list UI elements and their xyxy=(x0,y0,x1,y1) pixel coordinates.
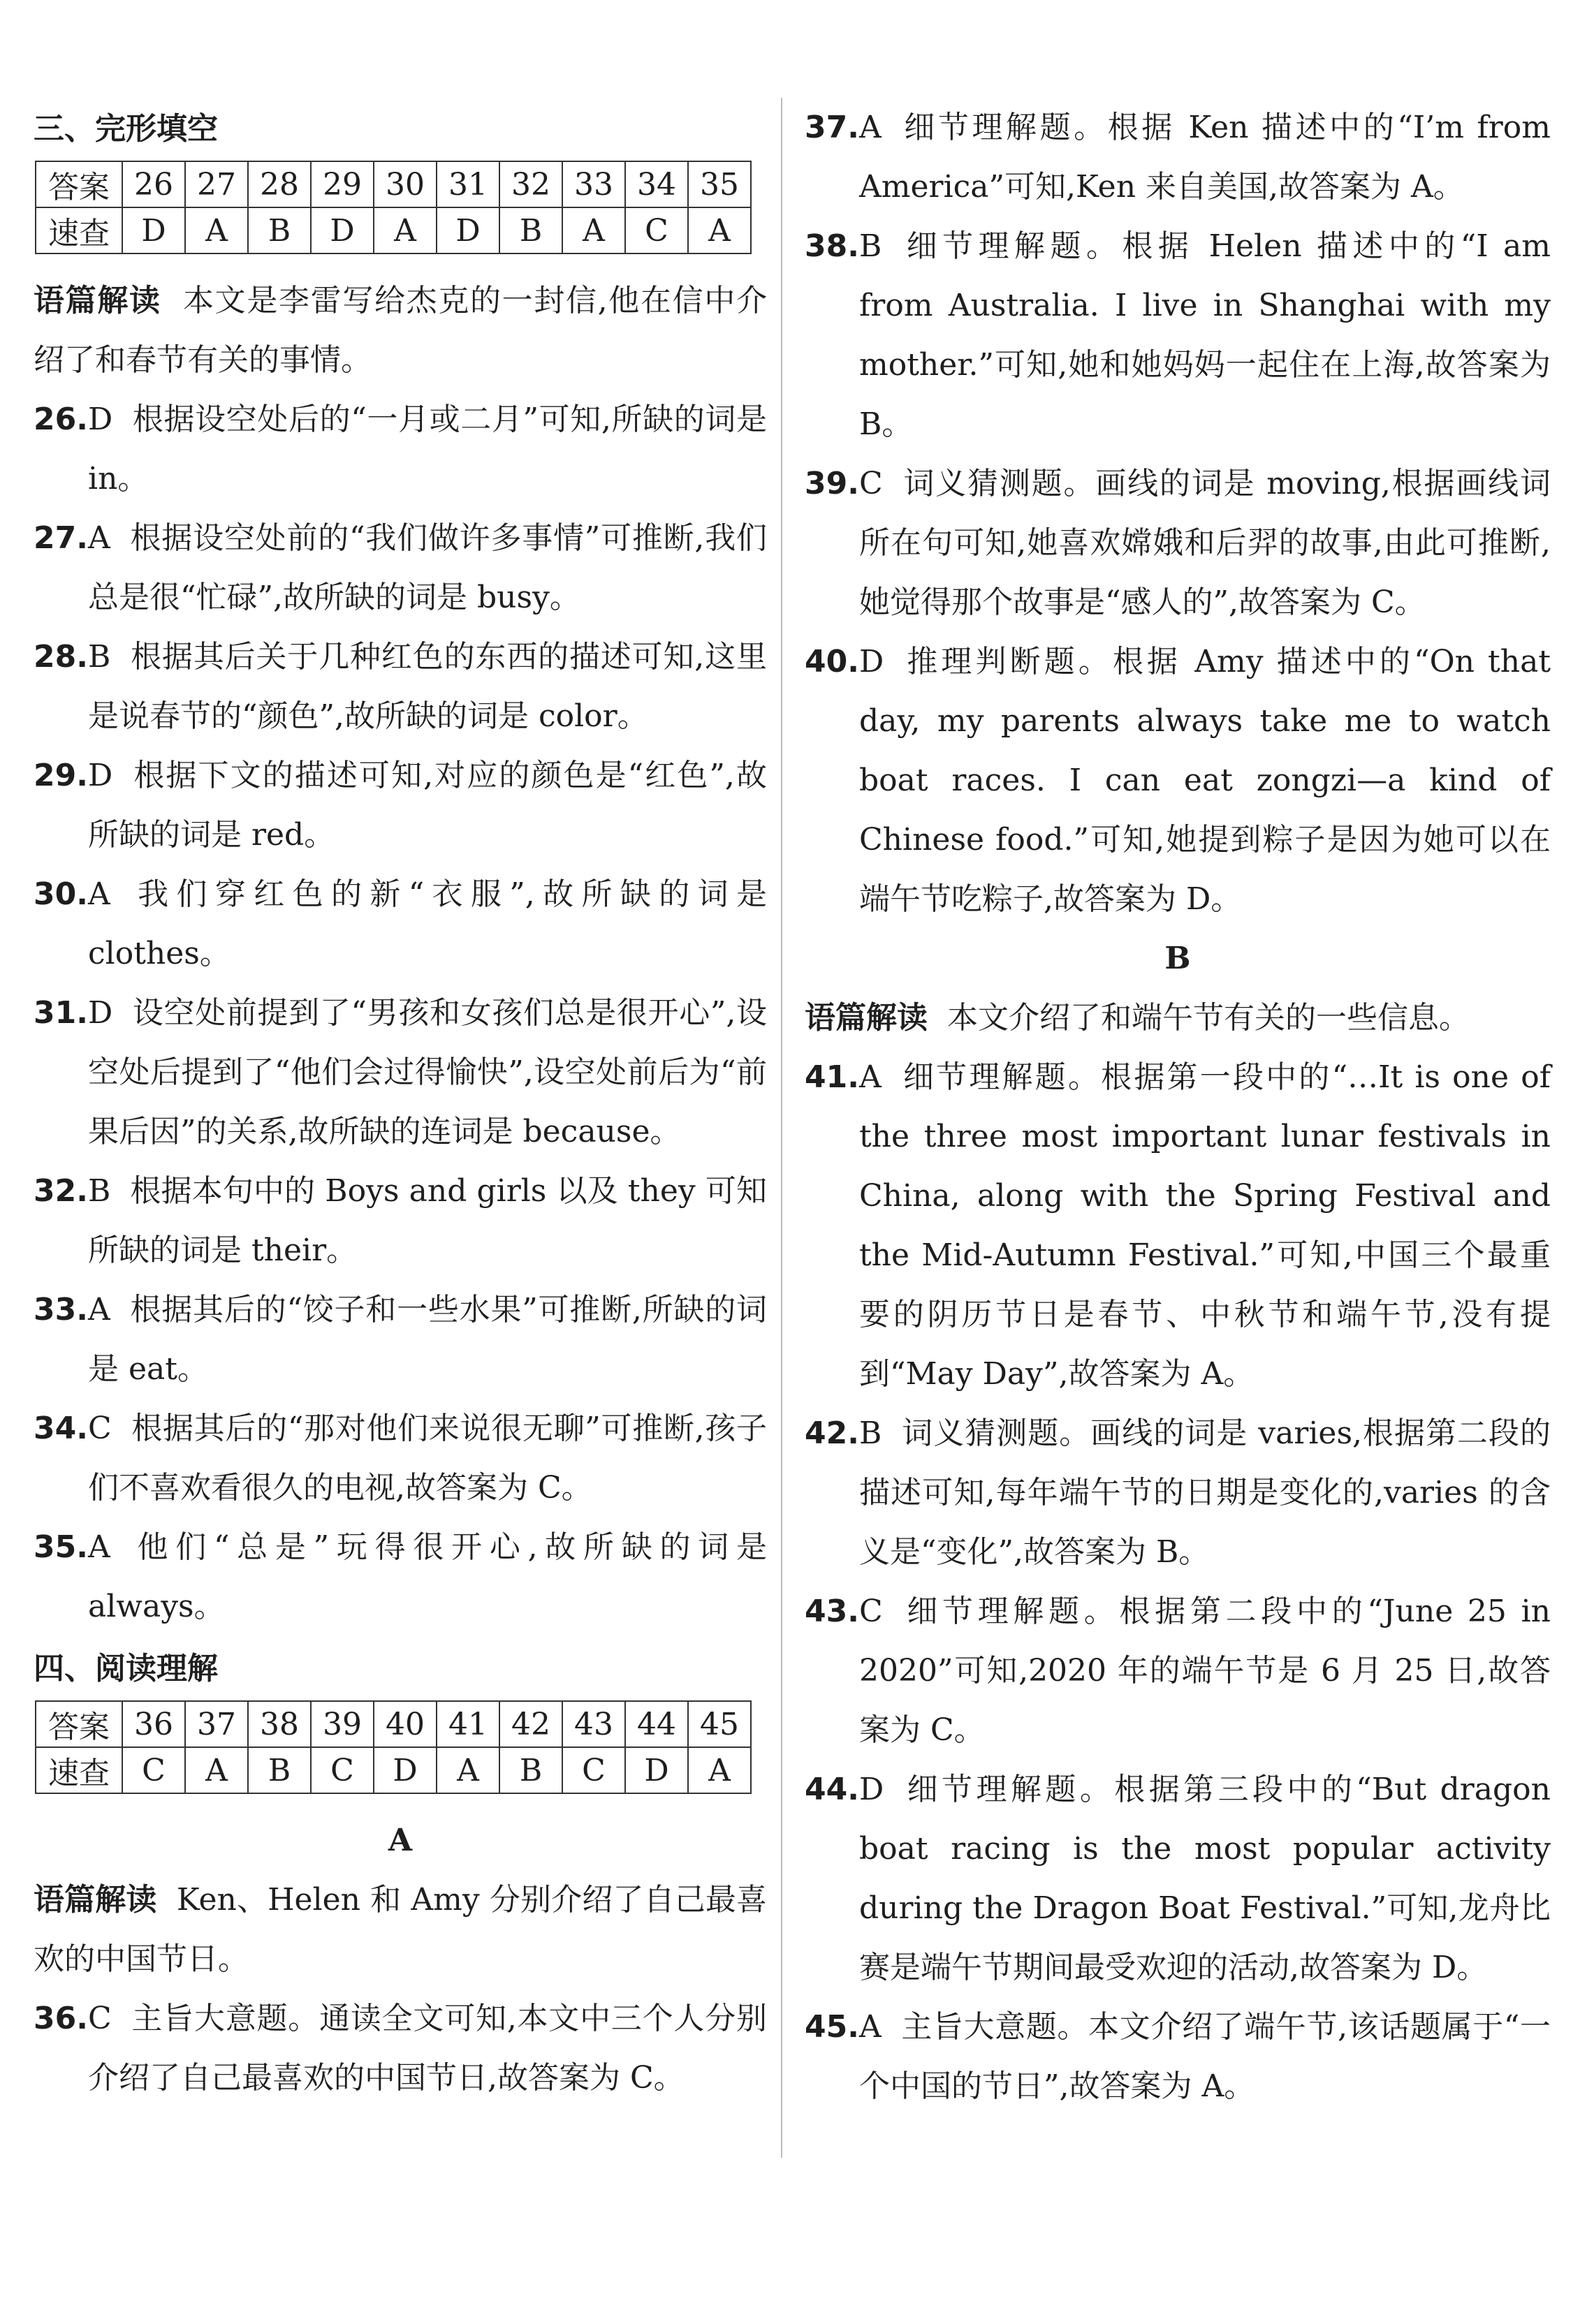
explanation-item: 27.A 根据设空处前的“我们做许多事情”可推断,我们总是很“忙碌”,故所缺的词是 busy。 xyxy=(34,520,767,615)
answer-cell: A xyxy=(688,1747,751,1793)
explanation-text: 根据本句中的 Boys and girls 以及 they 可知所缺的词是 their。 xyxy=(88,1173,767,1268)
answer-letter: B xyxy=(87,1173,111,1209)
explanation-text: 根据下文的描述可知,对应的颜色是“红色”,故所缺的词是 red。 xyxy=(88,758,767,853)
reading-label: 语篇解读 xyxy=(34,1882,157,1918)
explanation-text: 细节理解题。根据第二段中的“June 25 in 2020”可知,2020 年的端午节是 6 月 25 日,故答案为 C。 xyxy=(859,1594,1551,1748)
explanation-text: 我们穿红色的新“衣服”,故所缺的词是 clothes。 xyxy=(88,876,767,971)
answer-letter: C xyxy=(87,1411,112,1446)
explanation-item: 33.A 根据其后的“饺子和一些水果”可推断,所缺的词是 eat。 xyxy=(34,1292,767,1387)
explanation-text: 根据其后关于几种红色的东西的描述可知,这里是说春节的“颜色”,故所缺的词是 color。 xyxy=(88,639,767,734)
answer-cell: D xyxy=(311,207,374,253)
question-number-cell: 31 xyxy=(437,161,499,207)
reading-text: 本文是李雷写给杰克的一封信,他在信中介绍了和春节有关的事情。 xyxy=(34,283,767,378)
answer-cell: C xyxy=(311,1747,374,1793)
answer-cell: C xyxy=(122,1747,185,1793)
explanation-item: 42.B 词义猜测题。画线的词是 varies,根据第二段的描述可知,每年端午节的日期是变化的,varies 的含义是“变化”,故答案为 B。 xyxy=(805,1415,1551,1570)
cloze-reading-summary xyxy=(34,271,767,390)
explanation-item: 26.D 根据设空处后的“一月或二月”可知,所缺的词是 in。 xyxy=(34,402,767,497)
reading-label: 语篇解读 xyxy=(805,1000,928,1036)
answer-letter: A xyxy=(87,520,110,556)
explanation-text: 设空处前提到了“男孩和女孩们总是很开心”,设空处后提到了“他们会过得愉快”,设空处前后为“前果后因”的关系,故所缺的连词是 because。 xyxy=(88,995,767,1149)
reading-section-title: 四、阅读理解 xyxy=(34,1651,218,1686)
explanation-item: 32.B 根据本句中的 Boys and girls 以及 they 可知所缺的词是 their。 xyxy=(34,1173,767,1268)
explanation-text: 根据其后的“那对他们来说很无聊”可推断,孩子们不喜欢看很久的电视,故答案为 C。 xyxy=(88,1411,767,1506)
explanation-item: 39.C 词义猜测题。画线的词是 moving,根据画线词所在句可知,她喜欢嫦娥和后羿的故事,由此可推断,她觉得那个故事是“感人的”,故答案为 C。 xyxy=(805,466,1551,620)
question-number-cell: 41 xyxy=(437,1701,499,1747)
question-number-cell: 33 xyxy=(562,161,625,207)
answer-cell: B xyxy=(499,1747,562,1793)
part-a-heading: A xyxy=(388,1823,413,1858)
answer-cell: A xyxy=(374,207,437,253)
answer-letter: A xyxy=(858,110,882,145)
explanation-item: 36.C 主旨大意题。通读全文可知,本文中三个人分别介绍了自己最喜欢的中国节日,故答案为 C。 xyxy=(34,2001,767,2096)
reading-answer-table xyxy=(35,1700,752,1794)
explanation-text: 主旨大意题。通读全文可知,本文中三个人分别介绍了自己最喜欢的中国节日,故答案为 C。 xyxy=(88,2001,767,2096)
question-number-cell: 36 xyxy=(122,1701,185,1747)
table-header-cell: 速查 xyxy=(36,207,122,253)
reading-text: 本文介绍了和端午节有关的一些信息。 xyxy=(946,1000,1470,1036)
explanation-item: 29.D 根据下文的描述可知,对应的颜色是“红色”,故所缺的词是 red。 xyxy=(34,758,767,853)
answer-cell: B xyxy=(499,207,562,253)
question-number-cell: 40 xyxy=(374,1701,437,1747)
answer-cell: A xyxy=(562,207,625,253)
question-number-cell: 45 xyxy=(688,1701,751,1747)
question-number-cell: 42 xyxy=(499,1701,562,1747)
answer-letter: B xyxy=(87,639,111,675)
answer-letter: B xyxy=(858,1415,882,1451)
answer-letter: C xyxy=(87,2001,112,2036)
answer-letter: D xyxy=(87,995,113,1031)
explanation-item: 28.B 根据其后关于几种红色的东西的描述可知,这里是说春节的“颜色”,故所缺的词是 color。 xyxy=(34,639,767,734)
explanation-item: 35.A 他们“总是”玩得很开心,故所缺的词是 always。 xyxy=(34,1529,767,1624)
table-row xyxy=(36,207,751,253)
answer-letter: A xyxy=(87,1529,110,1565)
answer-cell: C xyxy=(562,1747,625,1793)
explanation-text: 主旨大意题。本文介绍了端午节,该话题属于“一个中国的节日”,故答案为 A。 xyxy=(859,2009,1551,2104)
table-row xyxy=(36,1747,751,1793)
table-row xyxy=(36,1701,751,1747)
explanation-text: 细节理解题。根据 Ken 描述中的“I’m from America”可知,Ken 来自美国,故答案为 A。 xyxy=(859,110,1551,205)
part-b-heading: B xyxy=(1164,941,1191,976)
answer-letter: A xyxy=(858,2009,882,2045)
explanation-text: 推理判断题。根据 Amy 描述中的“On that day, my parents always take me to watch boat races. I can eat zongzi—a kind of Chinese food.”可知,她提到粽子是因为她可以在端午节吃粽子,故答案为 D。 xyxy=(859,644,1551,917)
explanation-item: 34.C 根据其后的“那对他们来说很无聊”可推断,孩子们不喜欢看很久的电视,故答案为 C。 xyxy=(34,1411,767,1506)
reading-text: Ken、Helen 和 Amy 分别介绍了自己最喜欢的中国节日。 xyxy=(34,1882,767,1977)
question-number-cell: 34 xyxy=(625,161,688,207)
question-number-cell: 28 xyxy=(248,161,311,207)
explanation-item: 30.A 我们穿红色的新“衣服”,故所缺的词是 clothes。 xyxy=(34,876,767,971)
answer-letter: A xyxy=(87,876,110,912)
answer-cell: A xyxy=(185,1747,248,1793)
question-number-cell: 39 xyxy=(311,1701,374,1747)
table-row xyxy=(36,161,751,207)
table-header-cell: 速查 xyxy=(36,1747,122,1793)
answer-cell: B xyxy=(248,207,311,253)
answer-cell: A xyxy=(688,207,751,253)
right-column xyxy=(805,98,1551,2116)
answer-letter: A xyxy=(87,1292,110,1328)
reading-label: 语篇解读 xyxy=(34,283,161,318)
question-number-cell: 37 xyxy=(185,1701,248,1747)
left-column xyxy=(34,98,767,2108)
answer-cell: D xyxy=(122,207,185,253)
explanation-text: 根据设空处前的“我们做许多事情”可推断,我们总是很“忙碌”,故所缺的词是 busy。 xyxy=(88,520,767,615)
table-header-cell: 答案 xyxy=(36,1701,122,1747)
answer-cell: A xyxy=(185,207,248,253)
explanation-text: 词义猜测题。画线的词是 moving,根据画线词所在句可知,她喜欢嫦娥和后羿的故事,由此可推断,她觉得那个故事是“感人的”,故答案为 C。 xyxy=(859,466,1551,620)
answer-letter: D xyxy=(858,644,884,679)
explanation-text: 根据其后的“饺子和一些水果”可推断,所缺的词是 eat。 xyxy=(88,1292,767,1387)
answer-letter: B xyxy=(858,228,882,264)
answer-letter: D xyxy=(858,1772,884,1807)
explanation-item: 41.A 细节理解题。根据第一段中的“…It is one of the three most important lunar festivals in China, along with the Spring Festival and the Mid-Autumn Festival.”可知,中国三个最重要的阴历节日是春节、中秋节和端午节,没有提到“May Day”,故答案为 A。 xyxy=(805,1059,1551,1392)
question-number-cell: 43 xyxy=(562,1701,625,1747)
explanation-item: 31.D 设空处前提到了“男孩和女孩们总是很开心”,设空处后提到了“他们会过得愉快”,设空处前后为“前果后因”的关系,故所缺的连词是 because。 xyxy=(34,995,767,1149)
part-a-reading-summary xyxy=(34,1870,767,1989)
explanation-text: 细节理解题。根据第一段中的“…It is one of the three most important lunar festivals in China, along with the Spring Festival and the Mid-Autumn Festival.”可知,中国三个最重要的阴历节日是春节、中秋节和端午节,没有提到“May Day”,故答案为 A。 xyxy=(859,1059,1551,1392)
cloze-section-title: 三、完形填空 xyxy=(34,111,218,147)
explanation-item: 45.A 主旨大意题。本文介绍了端午节,该话题属于“一个中国的节日”,故答案为 A。 xyxy=(805,2009,1551,2104)
explanation-text: 词义猜测题。画线的词是 varies,根据第二段的描述可知,每年端午节的日期是变化的,varies 的含义是“变化”,故答案为 B。 xyxy=(859,1415,1551,1570)
question-number-cell: 30 xyxy=(374,161,437,207)
question-number-cell: 35 xyxy=(688,161,751,207)
explanation-text: 细节理解题。根据 Helen 描述中的“I am from Australia. I live in Shanghai with my mother.”可知,她和她妈妈一起住在上海,故答案为 B。 xyxy=(859,228,1551,442)
column-divider xyxy=(781,98,782,2158)
explanation-text: 他们“总是”玩得很开心,故所缺的词是 always。 xyxy=(88,1529,767,1624)
explanation-item: 40.D 推理判断题。根据 Amy 描述中的“On that day, my parents always take me to watch boat races. I can eat zongzi—a kind of Chinese food.”可知,她提到粽子是因为她可以在端午节吃粽子,故答案为 D。 xyxy=(805,644,1551,917)
part-b-reading-summary xyxy=(805,988,1551,1047)
explanation-item: 38.B 细节理解题。根据 Helen 描述中的“I am from Australia. I live in Shanghai with my mother.”可知,她和她妈妈一起住在上海,故答案为 B。 xyxy=(805,228,1551,442)
answer-cell: C xyxy=(625,207,688,253)
answer-letter: A xyxy=(858,1059,882,1095)
question-number-cell: 44 xyxy=(625,1701,688,1747)
question-number-cell: 29 xyxy=(311,161,374,207)
explanation-text: 细节理解题。根据第三段中的“But dragon boat racing is the most popular activity during the Dragon Boat Festival.”可知,龙舟比赛是端午节期间最受欢迎的活动,故答案为 D。 xyxy=(859,1772,1551,1985)
table-header-cell: 答案 xyxy=(36,161,122,207)
explanation-item: 43.C 细节理解题。根据第二段中的“June 25 in 2020”可知,2020 年的端午节是 6 月 25 日,故答案为 C。 xyxy=(805,1594,1551,1748)
explanation-item: 37.A 细节理解题。根据 Ken 描述中的“I’m from America”可知,Ken 来自美国,故答案为 A。 xyxy=(805,110,1551,205)
question-number-cell: 32 xyxy=(499,161,562,207)
answer-cell: D xyxy=(374,1747,437,1793)
question-number-cell: 26 xyxy=(122,161,185,207)
answer-cell: B xyxy=(248,1747,311,1793)
question-number-cell: 38 xyxy=(248,1701,311,1747)
cloze-answer-table xyxy=(35,161,752,254)
explanation-item: 44.D 细节理解题。根据第三段中的“But dragon boat racing is the most popular activity during the Dragon Boat Festival.”可知,龙舟比赛是端午节期间最受欢迎的活动,故答案为 D。 xyxy=(805,1772,1551,1985)
question-number-cell: 27 xyxy=(185,161,248,207)
answer-cell: D xyxy=(437,207,499,253)
explanation-text: 根据设空处后的“一月或二月”可知,所缺的词是 in。 xyxy=(88,402,767,497)
answer-letter: D xyxy=(87,402,113,437)
answer-letter: C xyxy=(858,1594,883,1629)
answer-cell: D xyxy=(625,1747,688,1793)
answer-letter: C xyxy=(858,466,883,501)
answer-letter: D xyxy=(87,758,113,793)
answer-cell: A xyxy=(437,1747,499,1793)
